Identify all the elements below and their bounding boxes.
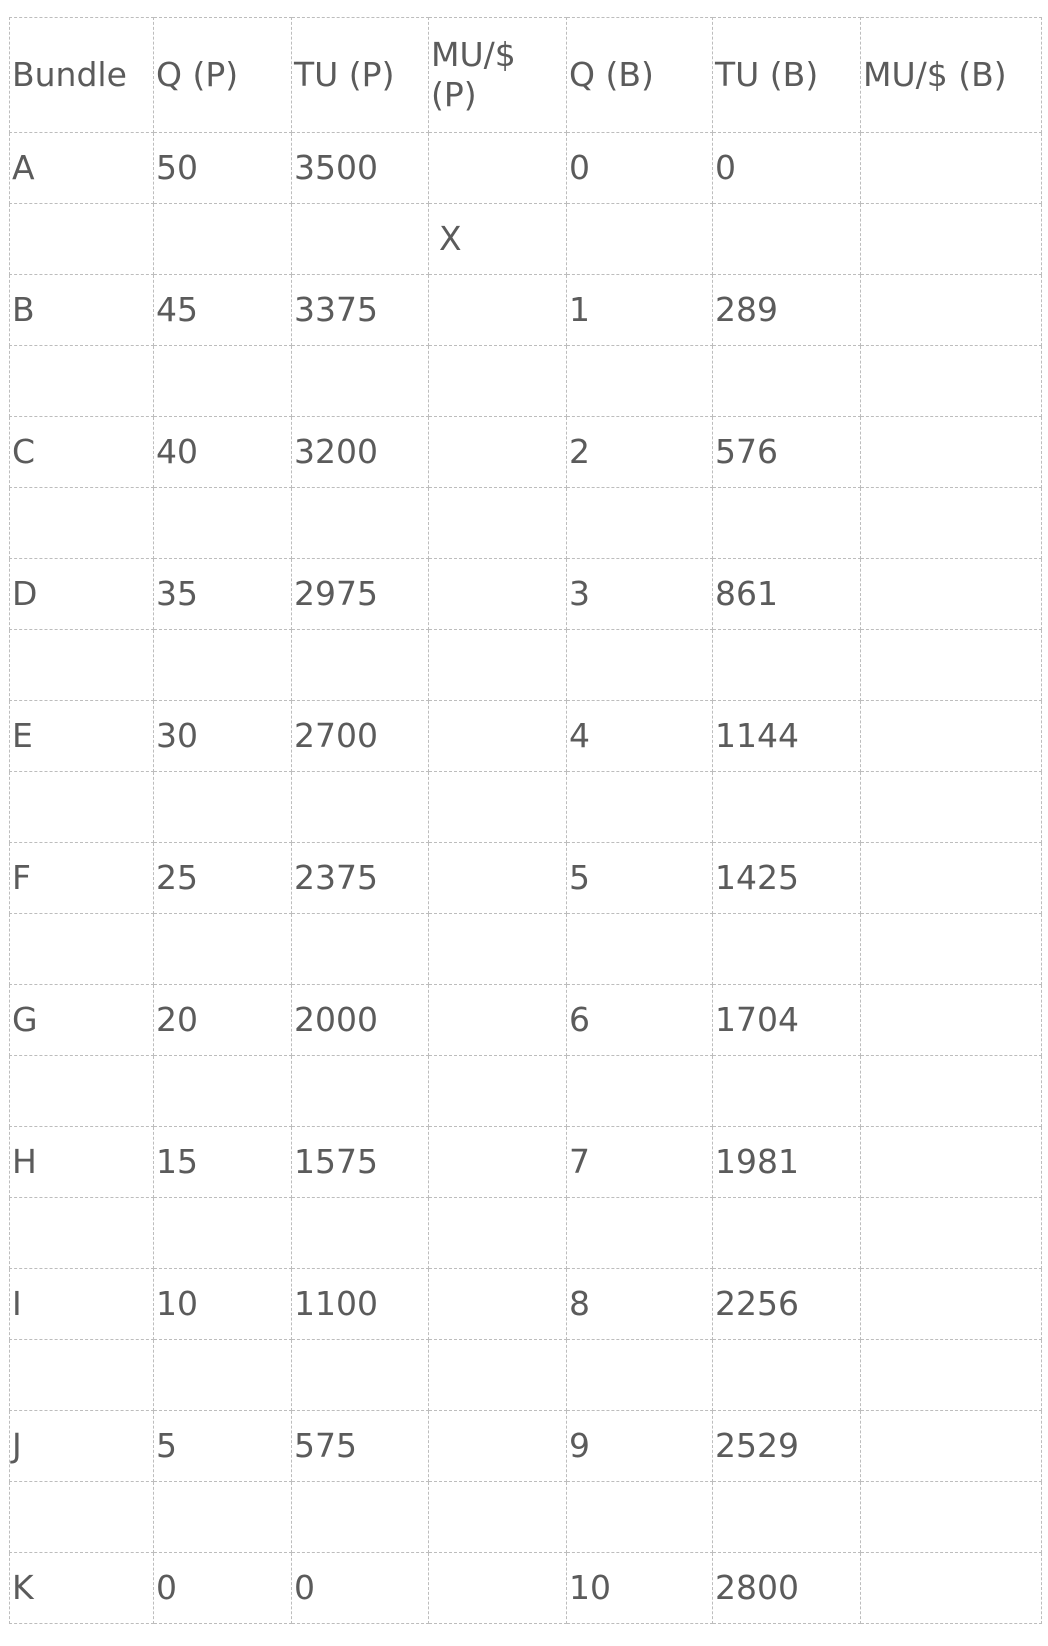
cell-mu-per-dollar-p — [429, 1198, 567, 1269]
cell-bundle — [10, 772, 154, 843]
cell-q-p — [154, 772, 292, 843]
cell-q-p — [154, 1482, 292, 1553]
cell-q-b: 0 — [567, 133, 713, 204]
cell-mu-per-dollar-p — [429, 417, 567, 488]
cell-mu-per-dollar-p — [429, 1056, 567, 1127]
cell-q-p: 40 — [154, 417, 292, 488]
cell-q-b — [567, 630, 713, 701]
cell-tu-p: 0 — [292, 1553, 429, 1624]
cell-q-b: 6 — [567, 985, 713, 1056]
table-row — [10, 275, 1042, 346]
cell-mu-per-dollar-b — [861, 1340, 1042, 1411]
cell-mu-per-dollar-b — [861, 346, 1042, 417]
cell-tu-b — [713, 488, 861, 559]
header-mu-per-dollar-p: MU/$ (P) — [429, 18, 567, 133]
cell-q-b: 5 — [567, 843, 713, 914]
cell-mu-per-dollar-b — [861, 488, 1042, 559]
cell-tu-b — [713, 204, 861, 275]
cell-tu-p — [292, 1482, 429, 1553]
cell-bundle — [10, 1340, 154, 1411]
cell-mu-per-dollar-p — [429, 701, 567, 772]
cell-mu-per-dollar-p: X — [429, 204, 567, 275]
cell-tu-p — [292, 1198, 429, 1269]
cell-q-p: 50 — [154, 133, 292, 204]
cell-bundle: J — [10, 1411, 154, 1482]
cell-bundle — [10, 346, 154, 417]
cell-bundle — [10, 204, 154, 275]
cell-tu-b: 1144 — [713, 701, 861, 772]
cell-tu-b: 1981 — [713, 1127, 861, 1198]
cell-mu-per-dollar-p — [429, 488, 567, 559]
cell-q-b: 8 — [567, 1269, 713, 1340]
table-row — [10, 985, 1042, 1056]
cell-q-b — [567, 346, 713, 417]
cell-tu-p — [292, 1056, 429, 1127]
cell-mu-per-dollar-p — [429, 275, 567, 346]
cell-tu-b: 1704 — [713, 985, 861, 1056]
cell-q-p: 20 — [154, 985, 292, 1056]
cell-tu-p: 1575 — [292, 1127, 429, 1198]
cell-mu-per-dollar-b — [861, 204, 1042, 275]
cell-q-p — [154, 1340, 292, 1411]
cell-q-b: 9 — [567, 1411, 713, 1482]
cell-tu-p — [292, 630, 429, 701]
cell-tu-p: 1100 — [292, 1269, 429, 1340]
cell-q-p — [154, 914, 292, 985]
cell-q-p — [154, 1198, 292, 1269]
cell-bundle: I — [10, 1269, 154, 1340]
cell-mu-per-dollar-p — [429, 914, 567, 985]
cell-tu-b: 576 — [713, 417, 861, 488]
cell-bundle — [10, 1482, 154, 1553]
cell-mu-per-dollar-p — [429, 1553, 567, 1624]
cell-tu-p — [292, 346, 429, 417]
cell-tu-p: 2700 — [292, 701, 429, 772]
cell-bundle — [10, 1056, 154, 1127]
cell-tu-b: 289 — [713, 275, 861, 346]
table-row — [10, 204, 1042, 275]
cell-bundle — [10, 630, 154, 701]
cell-mu-per-dollar-p — [429, 1340, 567, 1411]
cell-q-b: 2 — [567, 417, 713, 488]
cell-q-b: 1 — [567, 275, 713, 346]
cell-mu-per-dollar-b — [861, 843, 1042, 914]
cell-tu-b — [713, 914, 861, 985]
cell-bundle — [10, 1198, 154, 1269]
cell-bundle: F — [10, 843, 154, 914]
cell-mu-per-dollar-p — [429, 1269, 567, 1340]
cell-tu-b — [713, 1340, 861, 1411]
cell-bundle — [10, 488, 154, 559]
cell-tu-b: 861 — [713, 559, 861, 630]
cell-tu-p — [292, 914, 429, 985]
header-tu-b: TU (B) — [713, 18, 861, 133]
cell-q-p: 0 — [154, 1553, 292, 1624]
table-row — [10, 914, 1042, 985]
cell-q-p: 45 — [154, 275, 292, 346]
cell-mu-per-dollar-b — [861, 133, 1042, 204]
header-bundle: Bundle — [10, 18, 154, 133]
cell-mu-per-dollar-p — [429, 630, 567, 701]
cell-q-b — [567, 204, 713, 275]
cell-mu-per-dollar-b — [861, 417, 1042, 488]
cell-mu-per-dollar-p — [429, 843, 567, 914]
cell-q-b: 3 — [567, 559, 713, 630]
cell-tu-b: 2800 — [713, 1553, 861, 1624]
table-row — [10, 1056, 1042, 1127]
header-mu-per-dollar-b: MU/$ (B) — [861, 18, 1042, 133]
cell-tu-b — [713, 1198, 861, 1269]
table-row — [10, 1553, 1042, 1624]
header-q-p: Q (P) — [154, 18, 292, 133]
utility-table-container — [9, 17, 1041, 1624]
cell-mu-per-dollar-b — [861, 772, 1042, 843]
cell-q-p: 15 — [154, 1127, 292, 1198]
cell-mu-per-dollar-p — [429, 985, 567, 1056]
cell-tu-p — [292, 1340, 429, 1411]
cell-bundle — [10, 914, 154, 985]
table-row — [10, 346, 1042, 417]
cell-tu-p — [292, 772, 429, 843]
table-row — [10, 133, 1042, 204]
cell-mu-per-dollar-p — [429, 1127, 567, 1198]
cell-mu-per-dollar-b — [861, 914, 1042, 985]
table-row — [10, 417, 1042, 488]
table-row — [10, 1269, 1042, 1340]
cell-mu-per-dollar-b — [861, 630, 1042, 701]
cell-tu-p: 3500 — [292, 133, 429, 204]
cell-tu-p: 575 — [292, 1411, 429, 1482]
table-row — [10, 1340, 1042, 1411]
cell-q-b — [567, 1056, 713, 1127]
cell-mu-per-dollar-b — [861, 985, 1042, 1056]
cell-q-p — [154, 1056, 292, 1127]
table-row — [10, 630, 1042, 701]
cell-bundle: C — [10, 417, 154, 488]
table-row — [10, 701, 1042, 772]
cell-tu-b — [713, 1056, 861, 1127]
cell-mu-per-dollar-b — [861, 275, 1042, 346]
cell-mu-per-dollar-b — [861, 701, 1042, 772]
table-row — [10, 1411, 1042, 1482]
cell-tu-p: 2975 — [292, 559, 429, 630]
cell-q-p — [154, 488, 292, 559]
cell-bundle: B — [10, 275, 154, 346]
header-row — [10, 18, 1042, 133]
cell-tu-b — [713, 1482, 861, 1553]
cell-tu-p: 3375 — [292, 275, 429, 346]
header-tu-p: TU (P) — [292, 18, 429, 133]
cell-bundle: A — [10, 133, 154, 204]
cell-q-p — [154, 630, 292, 701]
cell-q-b — [567, 488, 713, 559]
cell-bundle: G — [10, 985, 154, 1056]
cell-q-p — [154, 204, 292, 275]
cell-q-b: 10 — [567, 1553, 713, 1624]
cell-tu-b — [713, 772, 861, 843]
cell-tu-p — [292, 204, 429, 275]
cell-q-b — [567, 914, 713, 985]
table-row — [10, 1482, 1042, 1553]
cell-mu-per-dollar-b — [861, 1482, 1042, 1553]
cell-q-b: 4 — [567, 701, 713, 772]
table-body — [10, 133, 1042, 1624]
cell-q-b: 7 — [567, 1127, 713, 1198]
cell-bundle: K — [10, 1553, 154, 1624]
cell-q-p: 10 — [154, 1269, 292, 1340]
cell-q-b — [567, 1482, 713, 1553]
cell-mu-per-dollar-p — [429, 1482, 567, 1553]
utility-table — [9, 17, 1042, 1624]
cell-tu-p — [292, 488, 429, 559]
cell-bundle: E — [10, 701, 154, 772]
cell-q-p — [154, 346, 292, 417]
cell-q-p: 5 — [154, 1411, 292, 1482]
table-row — [10, 1127, 1042, 1198]
table-row — [10, 1198, 1042, 1269]
cell-bundle: D — [10, 559, 154, 630]
table-row — [10, 488, 1042, 559]
cell-mu-per-dollar-b — [861, 1127, 1042, 1198]
cell-mu-per-dollar-b — [861, 1269, 1042, 1340]
cell-mu-per-dollar-p — [429, 1411, 567, 1482]
header-q-b: Q (B) — [567, 18, 713, 133]
cell-tu-b — [713, 346, 861, 417]
cell-q-b — [567, 772, 713, 843]
cell-q-p: 35 — [154, 559, 292, 630]
cell-tu-b — [713, 630, 861, 701]
cell-mu-per-dollar-p — [429, 772, 567, 843]
cell-tu-b: 2256 — [713, 1269, 861, 1340]
cell-mu-per-dollar-p — [429, 133, 567, 204]
cell-mu-per-dollar-b — [861, 1198, 1042, 1269]
cell-tu-b: 1425 — [713, 843, 861, 914]
cell-q-b — [567, 1198, 713, 1269]
cell-bundle: H — [10, 1127, 154, 1198]
cell-mu-per-dollar-p — [429, 346, 567, 417]
table-row — [10, 772, 1042, 843]
cell-mu-per-dollar-b — [861, 1411, 1042, 1482]
cell-mu-per-dollar-b — [861, 1553, 1042, 1624]
cell-q-b — [567, 1340, 713, 1411]
cell-mu-per-dollar-b — [861, 559, 1042, 630]
cell-tu-b: 0 — [713, 133, 861, 204]
table-row — [10, 843, 1042, 914]
cell-tu-b: 2529 — [713, 1411, 861, 1482]
cell-tu-p: 2000 — [292, 985, 429, 1056]
cell-tu-p: 3200 — [292, 417, 429, 488]
table-row — [10, 559, 1042, 630]
cell-q-p: 30 — [154, 701, 292, 772]
cell-tu-p: 2375 — [292, 843, 429, 914]
cell-mu-per-dollar-b — [861, 1056, 1042, 1127]
cell-mu-per-dollar-p — [429, 559, 567, 630]
cell-q-p: 25 — [154, 843, 292, 914]
